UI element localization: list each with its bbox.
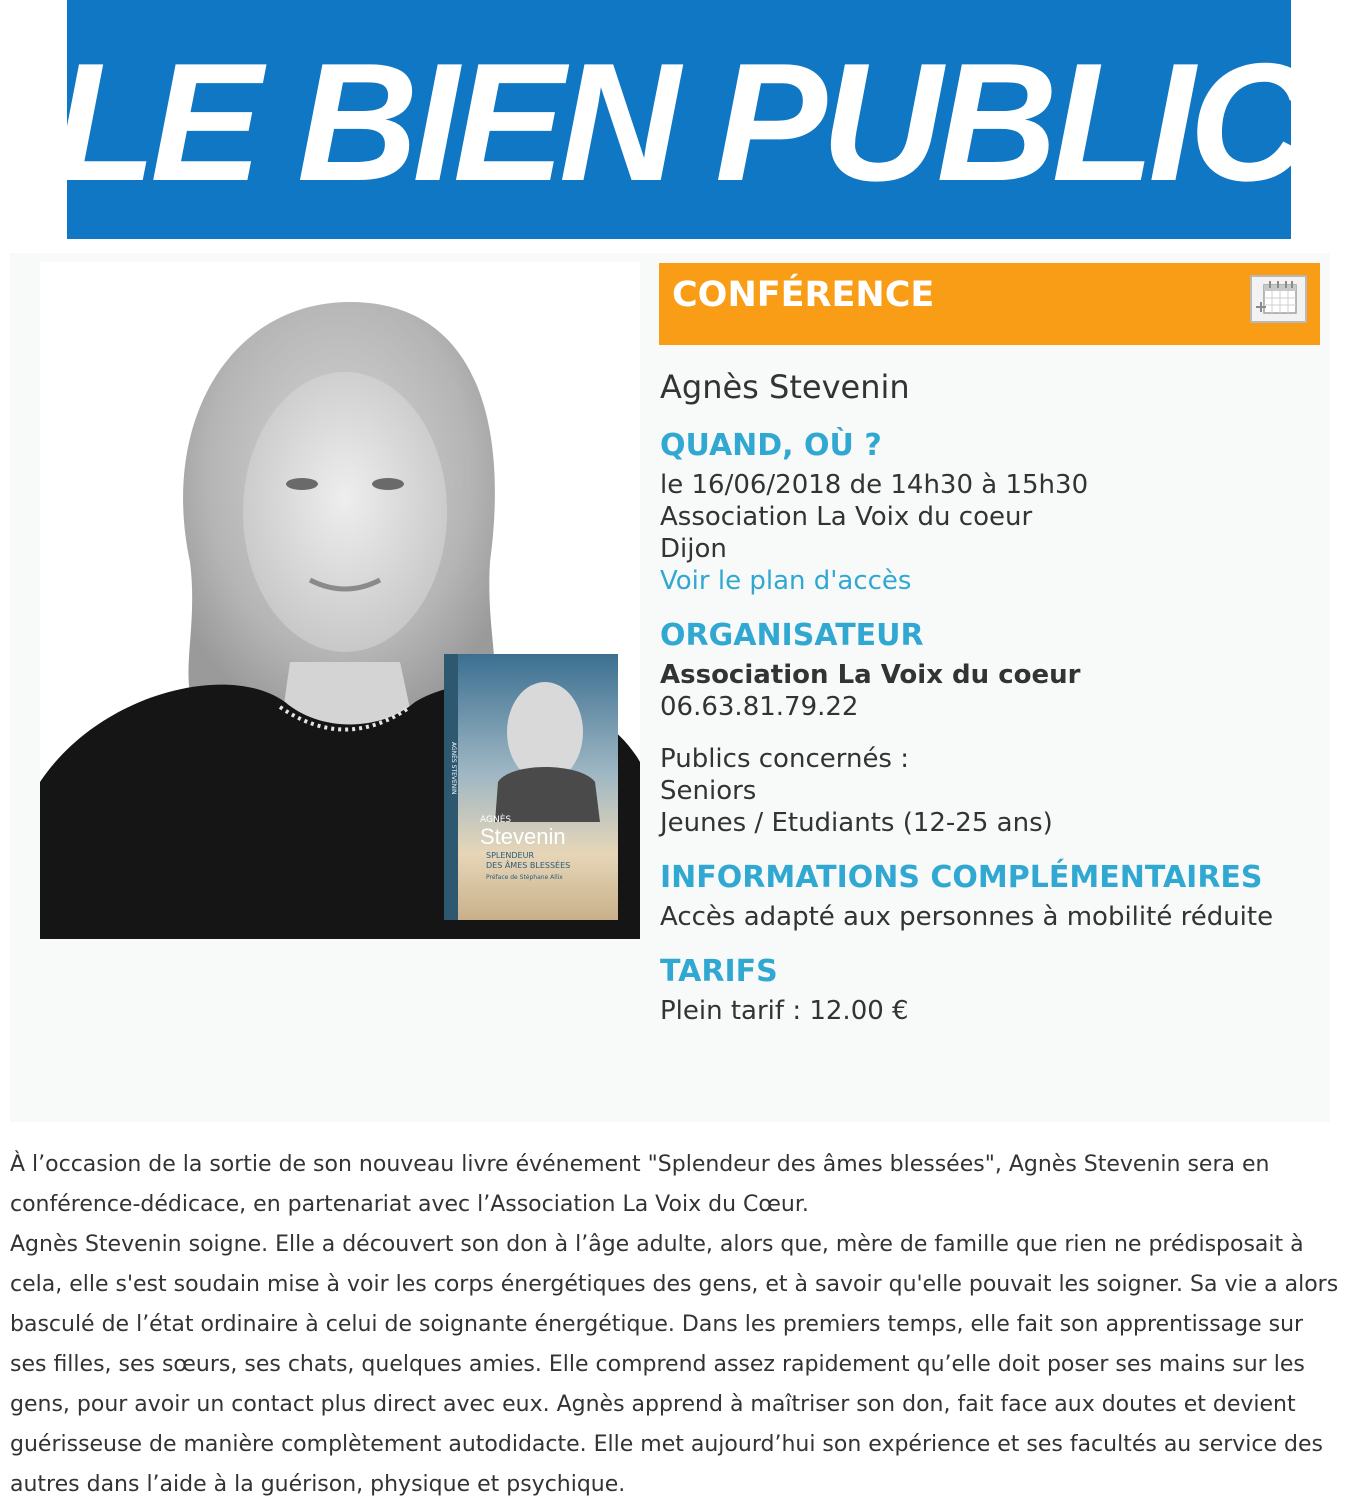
full-price: Plein tarif : 12.00 € <box>660 996 909 1026</box>
audience-label: Publics concernés : <box>660 744 910 774</box>
when-where-heading: QUAND, OÙ ? <box>660 428 882 463</box>
event-type-banner <box>659 263 1320 345</box>
audience-item: Jeunes / Etudiants (12-25 ans) <box>660 808 1053 838</box>
organizer-heading: ORGANISATEUR <box>660 618 924 653</box>
map-link[interactable]: Voir le plan d'accès <box>660 566 912 596</box>
masthead-logo <box>53 0 1305 239</box>
event-date: le 16/06/2018 de 14h30 à 15h30 <box>660 470 1089 500</box>
book-author-last: Stevenin <box>480 824 566 849</box>
book-author-first: AGNÈS <box>480 815 512 825</box>
book-spine: AGNÈS STEVENIN <box>450 742 457 795</box>
speaker-photo <box>40 262 640 939</box>
organizer-phone: 06.63.81.79.22 <box>660 692 859 722</box>
organizer-name: Association La Voix du coeur <box>660 660 1081 690</box>
calendar-add-icon <box>1252 277 1305 321</box>
book-preface: Préface de Stéphane Allix <box>486 874 563 881</box>
add-to-calendar-button[interactable] <box>1250 275 1307 323</box>
book-title-line2: DES ÂMES BLESSÉES <box>486 861 571 870</box>
event-city: Dijon <box>660 534 727 564</box>
audience-item: Seniors <box>660 776 757 806</box>
speaker-name: Agnès Stevenin <box>660 368 910 406</box>
prices-heading: TARIFS <box>660 954 778 989</box>
article-paragraph: À l’occasion de la sortie de son nouveau livre événement "Splendeur des âmes blessées", Agnès Stevenin sera en conférence-dédicace, en partenariat avec l’Association La Voix du Cœur. <box>10 1152 1270 1217</box>
event-type: CONFÉRENCE <box>672 275 935 315</box>
masthead-title: LE BIEN PUBLIC <box>53 27 1305 216</box>
portrait-illustration <box>40 262 640 939</box>
event-venue: Association La Voix du coeur <box>660 502 1033 532</box>
book-cover <box>444 654 618 920</box>
extra-info-heading: INFORMATIONS COMPLÉMENTAIRES <box>660 860 1263 895</box>
extra-info-text: Accès adapté aux personnes à mobilité réduite <box>660 902 1274 932</box>
article-body <box>10 1145 1340 1505</box>
article-paragraph: Agnès Stevenin soigne. Elle a découvert son don à l’âge adulte, alors que, mère de famille que rien ne prédisposait à cela, elle s'est soudain mise à voir les corps énergétiques des gens, et à savoir qu'elle pouvait les soigner. Sa vie a alors basculé de l’état ordinaire à celui de soignante énergétique. Dans les premiers temps, elle fait son apprentissage sur ses filles, ses sœurs, ses chats, quelques amies. Elle comprend assez rapidement qu’elle doit poser ses mains sur les gens, pour avoir un contact plus direct avec eux. Agnès apprend à maîtriser son don, fait face aux doutes et devient guérisseuse de manière complètement autodidacte. Elle met aujourd’hui son expérience et ses facultés au service des autres dans l’aide à la guérison, physique et psychique. <box>10 1232 1339 1497</box>
book-title-line1: SPLENDEUR <box>486 851 535 860</box>
